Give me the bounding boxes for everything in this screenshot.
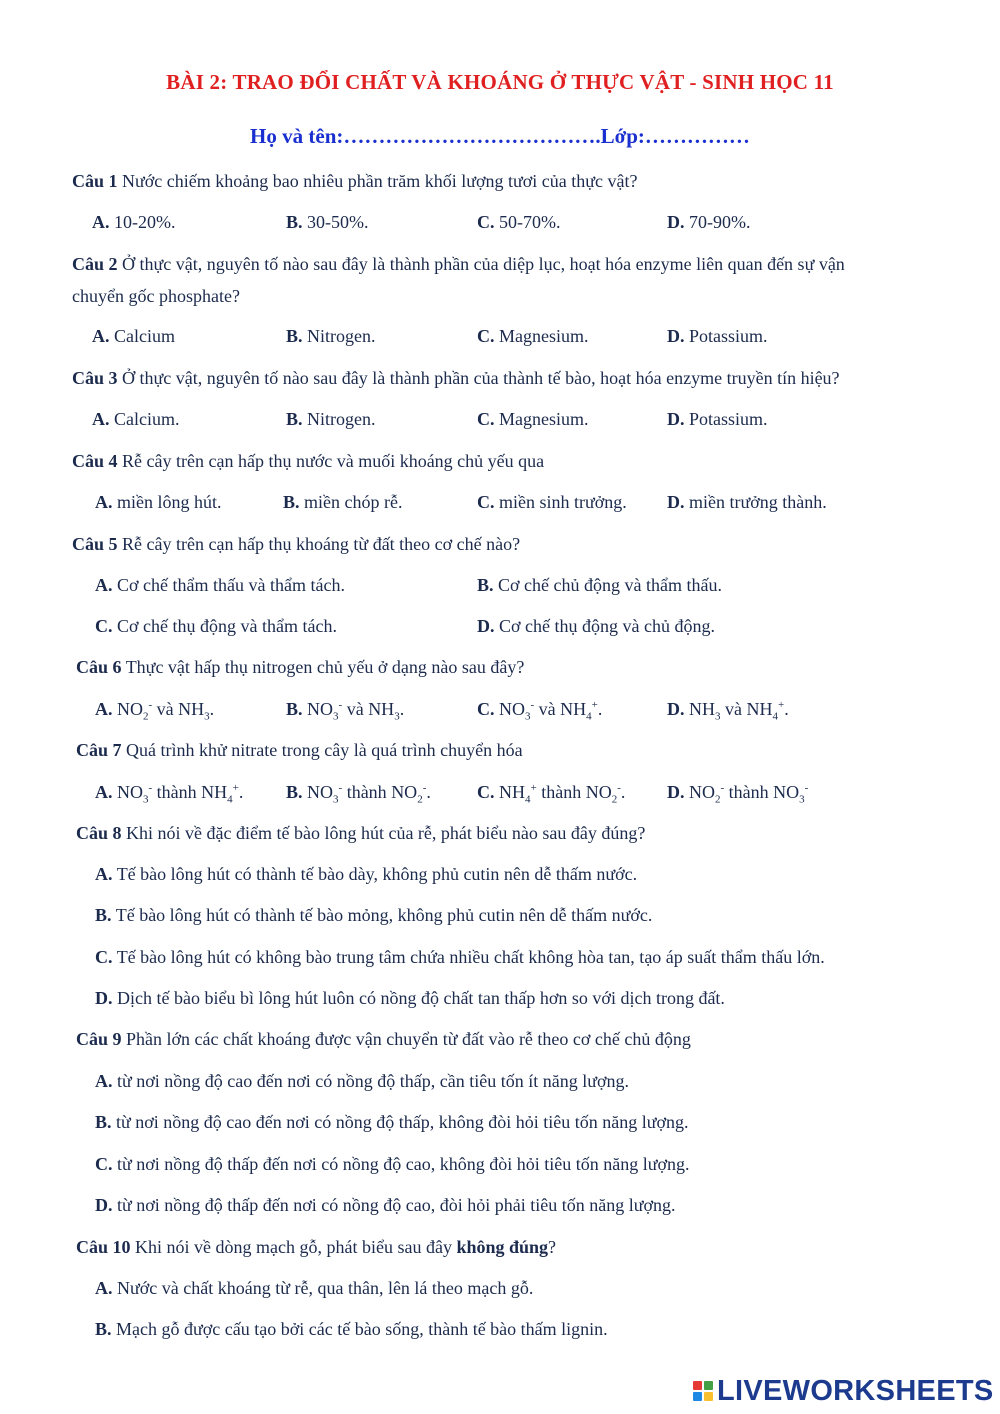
q10-option-a[interactable]: A. Nước và chất khoáng từ rễ, qua thân, lên lá theo mạch gỗ.	[95, 1278, 534, 1298]
q2-option-b[interactable]: B. Nitrogen.	[286, 326, 376, 346]
q4-option-a[interactable]: A. miền lông hút.	[95, 492, 222, 512]
question-1	[72, 170, 637, 192]
q3-option-b[interactable]: B. Nitrogen.	[286, 409, 376, 429]
liveworksheets-logo-icon	[693, 1381, 713, 1401]
q1-option-a[interactable]: A. 10-20%.	[92, 212, 176, 232]
q9-option-d[interactable]: D. từ nơi nồng độ thấp đến nơi có nồng độ cao, đòi hỏi phải tiêu tốn năng lượng.	[95, 1195, 676, 1215]
q6-option-d[interactable]: D. $NH_3$ và $NH_4^+$.	[667, 699, 789, 723]
question-text: Khi nói về đặc điểm tế bào lông hút của rễ, phát biểu nào sau đây đúng?	[121, 823, 646, 843]
question-text: Quá trình khử nitrate trong cây là quá trình chuyển hóa	[121, 740, 523, 760]
q7-option-d[interactable]: D. $NO_2^-$ thành $NO_3^-$	[667, 782, 809, 806]
logo-text: LIVEWORKSHEETS	[717, 1374, 994, 1407]
question-emphasis: không đúng	[456, 1237, 549, 1257]
question-8	[76, 822, 645, 844]
question-2-continued: chuyển gốc phosphate?	[72, 286, 240, 306]
q1-option-b[interactable]: B. 30-50%.	[286, 212, 369, 232]
question-number: Câu 1	[72, 171, 118, 191]
question-10: Câu 10 Khi nói về dòng mạch gỗ, phát biểu sau đây không đúng?	[76, 1237, 557, 1257]
q9-option-a[interactable]: A. từ nơi nồng độ cao đến nơi có nồng độ thấp, cần tiêu tốn ít năng lượng.	[95, 1071, 629, 1091]
q2-option-c[interactable]: C. Magnesium.	[477, 326, 589, 346]
question-text: Thực vật hấp thụ nitrogen chủ yếu ở dạng nào sau đây?	[121, 657, 525, 677]
q6-option-c[interactable]: C. $NO_3^-$ và $NH_4^+$.	[477, 699, 603, 723]
q8-option-c[interactable]: C. Tế bào lông hút có không bào trung tâm chứa nhiều chất không hòa tan, tạo áp suất thẩm thấu lớn.	[95, 947, 825, 967]
q4-option-c[interactable]: C. miền sinh trưởng.	[477, 492, 627, 512]
q3-option-d[interactable]: D. Potassium.	[667, 409, 768, 429]
question-7	[76, 739, 523, 761]
question-5	[72, 533, 520, 555]
question-text: Rễ cây trên cạn hấp thụ khoáng từ đất theo cơ chế nào?	[117, 534, 521, 554]
q7-option-b[interactable]: B. $NO_3^-$ thành $NO_2^-$.	[286, 782, 431, 806]
q6-option-b[interactable]: B. $NO_3^-$ và $NH_3$.	[286, 699, 405, 723]
question-text: Khi nói về dòng mạch gỗ, phát biểu sau đây	[130, 1237, 457, 1257]
q4-option-b[interactable]: B. miền chóp rễ.	[283, 492, 403, 512]
q3-option-a[interactable]: A. Calcium.	[92, 409, 180, 429]
q8-option-b[interactable]: B. Tế bào lông hút có thành tế bào mỏng, không phủ cutin nên dễ thấm nước.	[95, 905, 653, 925]
question-text: Ở thực vật, nguyên tố nào sau đây là thành phần của thành tế bào, hoạt hóa enzyme truyền tín hiệu?	[117, 368, 840, 388]
q6-option-a[interactable]: A. $NO_2^-$ và $NH_3$.	[95, 699, 215, 723]
question-4	[72, 450, 544, 472]
question-number: Câu 5	[72, 534, 118, 554]
question-number: Câu 4	[72, 451, 118, 471]
q2-option-a[interactable]: A. Calcium	[92, 326, 175, 346]
question-text: Phần lớn các chất khoáng được vận chuyển từ đất vào rễ theo cơ chế chủ động	[121, 1029, 691, 1049]
question-6	[76, 656, 524, 678]
question-number: Câu 3	[72, 368, 118, 388]
liveworksheets-logo[interactable]	[693, 1376, 994, 1406]
q7-option-a[interactable]: A. $NO_3^-$ thành $NH_4^+$.	[95, 782, 244, 806]
q2-option-d[interactable]: D. Potassium.	[667, 326, 768, 346]
q8-option-a[interactable]: A. Tế bào lông hút có thành tế bào dày, không phủ cutin nên dễ thấm nước.	[95, 864, 638, 884]
question-number: Câu 6	[76, 657, 122, 677]
q9-option-b[interactable]: B. từ nơi nồng độ cao đến nơi có nồng độ thấp, không đòi hỏi tiêu tốn năng lượng.	[95, 1112, 689, 1132]
q1-option-d[interactable]: D. 70-90%.	[667, 212, 751, 232]
question-number: Câu 2	[72, 254, 118, 274]
q7-option-c[interactable]: C. $NH_4^+$ thành $NO_2^-$.	[477, 782, 626, 806]
question-number: Câu 7	[76, 740, 122, 760]
question-number: Câu 10	[76, 1237, 131, 1257]
question-text: Nước chiếm khoảng bao nhiêu phần trăm khối lượng tươi của thực vật?	[117, 171, 638, 191]
q5-option-c[interactable]: C. Cơ chế thụ động và thẩm tách.	[95, 616, 337, 636]
q4-option-d[interactable]: D. miền trưởng thành.	[667, 492, 827, 512]
question-2	[72, 253, 845, 275]
question-text: Rễ cây trên cạn hấp thụ nước và muối khoáng chủ yếu qua	[117, 451, 545, 471]
q10-option-b[interactable]: B. Mạch gỗ được cấu tạo bởi các tế bào sống, thành tế bào thấm lignin.	[95, 1319, 608, 1339]
q5-option-b[interactable]: B. Cơ chế chủ động và thẩm thấu.	[477, 575, 722, 595]
question-9	[76, 1028, 691, 1050]
q3-option-c[interactable]: C. Magnesium.	[477, 409, 589, 429]
question-number: Câu 9	[76, 1029, 122, 1049]
q5-option-d[interactable]: D. Cơ chế thụ động và chủ động.	[477, 616, 715, 636]
question-number: Câu 8	[76, 823, 122, 843]
q9-option-c[interactable]: C. từ nơi nồng độ thấp đến nơi có nồng độ cao, không đòi hỏi tiêu tốn năng lượng.	[95, 1154, 690, 1174]
worksheet-title: BÀI 2: TRAO ĐỔI CHẤT VÀ KHOÁNG Ở THỰC VẬT - SINH HỌC 11	[166, 70, 834, 94]
q8-option-d[interactable]: D. Dịch tế bào biểu bì lông hút luôn có nồng độ chất tan thấp hơn so với dịch trong đất.	[95, 988, 725, 1008]
question-3	[72, 367, 840, 389]
q5-option-a[interactable]: A. Cơ chế thẩm thấu và thẩm tách.	[95, 575, 345, 595]
student-name-class-line: Họ và tên:……………………………….Lớp:……………	[250, 124, 750, 148]
question-text: Ở thực vật, nguyên tố nào sau đây là thành phần của diệp lục, hoạt hóa enzyme liên quan đến sự vận	[117, 254, 845, 274]
q1-option-c[interactable]: C. 50-70%.	[477, 212, 561, 232]
